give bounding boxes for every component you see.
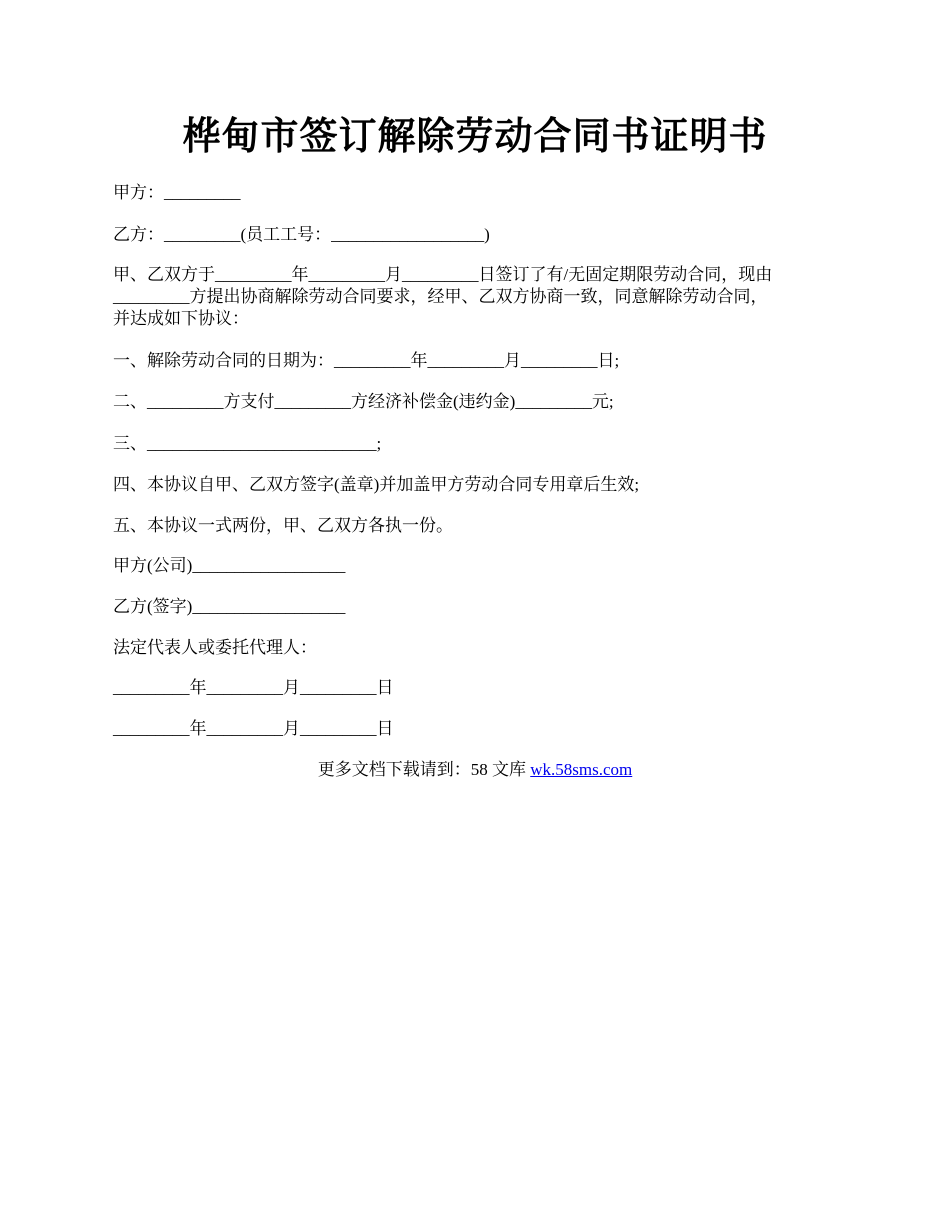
clause-4: 四、本协议自甲、乙双方签字(盖章)并加盖甲方劳动合同专用章后生效; bbox=[113, 475, 640, 494]
intro-paragraph: 甲、乙双方于_________年_________月_________日签订了有/无固定期限劳动合同，现由 _________方提出协商解除劳动合同要求，经甲、乙双方协商一致，同意解除劳动合同， 并达成如下协议： bbox=[113, 265, 773, 328]
footer-prefix: 更多文档下载请到：58 文库 bbox=[317, 760, 531, 779]
party-a-signature-line: 甲方(公司)__________________ bbox=[113, 556, 346, 575]
clause-3: 三、___________________________; bbox=[113, 434, 382, 453]
download-footer bbox=[0, 758, 950, 781]
date-line-1: _________年_________月_________日 bbox=[113, 678, 394, 697]
party-b-line: 乙方：_________(员工工号：__________________) bbox=[113, 225, 490, 244]
party-a-line: 甲方：_________ bbox=[113, 183, 241, 202]
date-line-2: _________年_________月_________日 bbox=[113, 719, 394, 738]
legal-representative-label: 法定代表人或委托代理人： bbox=[113, 638, 317, 657]
clause-1: 一、解除劳动合同的日期为：_________年_________月_________日; bbox=[113, 351, 620, 370]
clause-2: 二、_________方支付_________方经济补偿金(违约金)_________元; bbox=[113, 392, 614, 411]
footer-link[interactable]: wk.58sms.com bbox=[530, 760, 633, 779]
clause-5: 五、本协议一式两份，甲、乙双方各执一份。 bbox=[113, 516, 453, 535]
party-b-signature-line: 乙方(签字)__________________ bbox=[113, 597, 346, 616]
document-title: 桦甸市签订解除劳动合同书证明书 bbox=[182, 114, 768, 158]
